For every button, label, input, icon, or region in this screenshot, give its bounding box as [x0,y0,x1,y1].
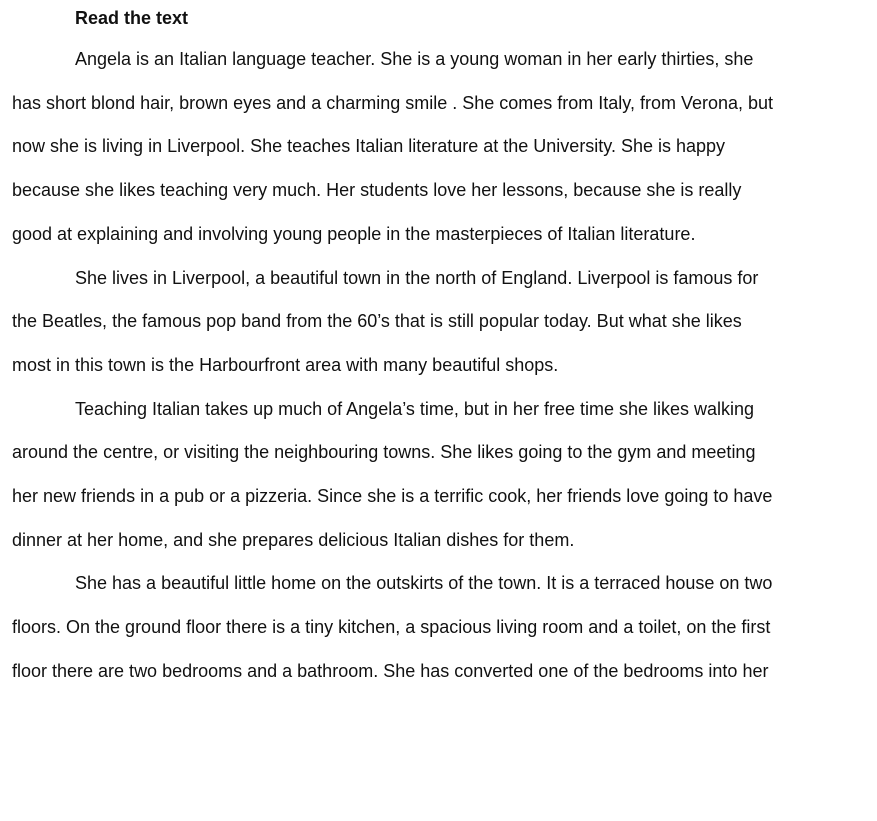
paragraph-1: Angela is an Italian language teacher. She is a young woman in her early thirties, she has short blond hair, brown eyes and a charming smile . She comes from Italy, from Verona, but now she is living in Liverpool. She teaches Italian literature at the University. She is happy because she likes teaching very much. Her students love her lessons, because she is really good at explaining and involving young people in the masterpieces of Italian literature. [12,49,774,244]
document-page [12,6,872,694]
paragraph-2: She lives in Liverpool, a beautiful town in the north of England. Liverpool is famous for the Beatles, the famous pop band from the 60’s that is still popular today. But what she likes most in this town is the Harbourfront area with many beautiful shops. [12,267,759,375]
paragraph-3: Teaching Italian takes up much of Angela’s time, but in her free time she likes walking around the centre, or visiting the neighbouring towns. She likes going to the gym and meeting her new friends in a pub or a pizzeria. Since she is a terrific cook, her friends love going to have dinner at her home, and she prepares delicious Italian dishes for them. [12,398,773,550]
paragraph-4: She has a beautiful little home on the outskirts of the town. It is a terraced house on two floors. On the ground floor there is a tiny kitchen, a spacious living room and a toilet, on the first floor there are two bedrooms and a bathroom. She has converted one of the bedrooms into her [12,573,773,681]
document-heading: Read the text [75,8,189,28]
